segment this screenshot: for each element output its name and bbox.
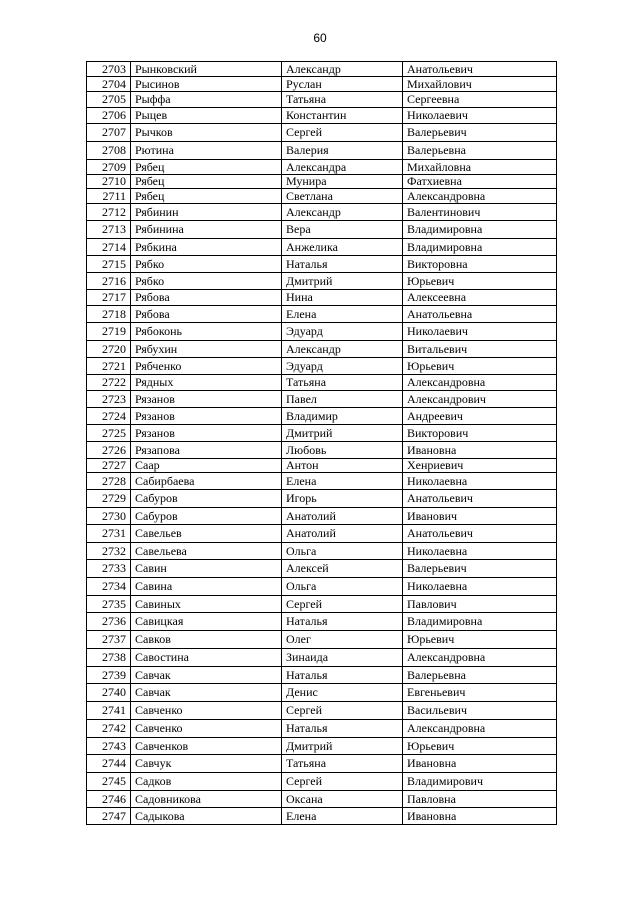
table-row [87,543,557,560]
patronymic-cell: Владимировна [403,239,557,256]
last-name-cell: Сабуров [131,508,282,525]
table-row [87,341,557,358]
patronymic-cell: Викторовна [403,256,557,273]
table-row [87,490,557,508]
row-number-cell: 2724 [87,408,131,425]
patronymic-cell: Валентинович [403,204,557,221]
first-name-cell: Ольга [282,578,403,596]
last-name-cell: Рябова [131,290,282,306]
table-row [87,92,557,108]
last-name-cell: Рябинина [131,221,282,239]
last-name-cell: Савчак [131,684,282,702]
patronymic-cell: Александровна [403,649,557,667]
patronymic-cell: Викторович [403,425,557,442]
first-name-cell: Денис [282,684,403,702]
first-name-cell: Анатолий [282,525,403,543]
row-number-cell: 2721 [87,358,131,375]
first-name-cell: Анжелика [282,239,403,256]
table-row [87,578,557,596]
patronymic-cell: Михайлович [403,77,557,92]
last-name-cell: Рютина [131,142,282,160]
table-row [87,684,557,702]
first-name-cell: Антон [282,459,403,473]
table-row [87,221,557,239]
last-name-cell: Рябец [131,160,282,175]
last-name-cell: Рыцев [131,108,282,124]
row-number-cell: 2703 [87,62,131,77]
patronymic-cell: Ивановна [403,755,557,773]
patronymic-cell: Ивановна [403,808,557,825]
table-row [87,108,557,124]
row-number-cell: 2705 [87,92,131,108]
first-name-cell: Руслан [282,77,403,92]
last-name-cell: Савиных [131,596,282,613]
table-row [87,473,557,490]
first-name-cell: Ольга [282,543,403,560]
first-name-cell: Валерия [282,142,403,160]
table-row [87,442,557,459]
last-name-cell: Рябоконь [131,323,282,341]
row-number-cell: 2707 [87,124,131,142]
table-row [87,649,557,667]
patronymic-cell: Евгеньевич [403,684,557,702]
patronymic-cell: Николаевна [403,578,557,596]
table-row [87,702,557,720]
patronymic-cell: Хенриевич [403,459,557,473]
patronymic-cell: Александровна [403,189,557,204]
patronymic-cell: Михайловна [403,160,557,175]
patronymic-cell: Алексеевна [403,290,557,306]
patronymic-cell: Валерьевна [403,142,557,160]
last-name-cell: Рязанов [131,408,282,425]
table-row [87,425,557,442]
row-number-cell: 2738 [87,649,131,667]
patronymic-cell: Витальевич [403,341,557,358]
table-row [87,738,557,755]
patronymic-cell: Владимировна [403,221,557,239]
first-name-cell: Владимир [282,408,403,425]
table-row [87,77,557,92]
first-name-cell: Павел [282,391,403,408]
row-number-cell: 2708 [87,142,131,160]
last-name-cell: Сабуров [131,490,282,508]
row-number-cell: 2729 [87,490,131,508]
patronymic-cell: Фатхиевна [403,175,557,189]
table-row [87,358,557,375]
last-name-cell: Савина [131,578,282,596]
first-name-cell: Эдуард [282,358,403,375]
first-name-cell: Анатолий [282,508,403,525]
row-number-cell: 2740 [87,684,131,702]
table-row [87,175,557,189]
table-row [87,323,557,341]
first-name-cell: Игорь [282,490,403,508]
patronymic-cell: Юрьевич [403,631,557,649]
first-name-cell: Вера [282,221,403,239]
patronymic-cell: Андреевич [403,408,557,425]
row-number-cell: 2744 [87,755,131,773]
first-name-cell: Мунира [282,175,403,189]
first-name-cell: Нина [282,290,403,306]
last-name-cell: Садовникова [131,791,282,808]
first-name-cell: Татьяна [282,92,403,108]
row-number-cell: 2714 [87,239,131,256]
first-name-cell: Наталья [282,720,403,738]
row-number-cell: 2704 [87,77,131,92]
first-name-cell: Любовь [282,442,403,459]
last-name-cell: Савостина [131,649,282,667]
table-row [87,508,557,525]
row-number-cell: 2742 [87,720,131,738]
table-row [87,667,557,684]
table-row [87,124,557,142]
last-name-cell: Рябченко [131,358,282,375]
patronymic-cell: Николаевич [403,323,557,341]
table-row [87,720,557,738]
patronymic-cell: Николаевна [403,473,557,490]
last-name-cell: Рязанов [131,391,282,408]
first-name-cell: Дмитрий [282,273,403,290]
last-name-cell: Савин [131,560,282,578]
first-name-cell: Татьяна [282,375,403,391]
table-row [87,560,557,578]
last-name-cell: Садков [131,773,282,791]
table-row [87,791,557,808]
first-name-cell: Татьяна [282,755,403,773]
row-number-cell: 2715 [87,256,131,273]
first-name-cell: Елена [282,808,403,825]
row-number-cell: 2706 [87,108,131,124]
row-number-cell: 2746 [87,791,131,808]
first-name-cell: Наталья [282,667,403,684]
first-name-cell: Эдуард [282,323,403,341]
row-number-cell: 2736 [87,613,131,631]
patronymic-cell: Павлович [403,596,557,613]
row-number-cell: 2734 [87,578,131,596]
patronymic-cell: Александровна [403,375,557,391]
row-number-cell: 2737 [87,631,131,649]
first-name-cell: Олег [282,631,403,649]
first-name-cell: Константин [282,108,403,124]
patronymic-cell: Васильевич [403,702,557,720]
first-name-cell: Сергей [282,702,403,720]
row-number-cell: 2735 [87,596,131,613]
last-name-cell: Савельева [131,543,282,560]
patronymic-cell: Павловна [403,791,557,808]
row-number-cell: 2710 [87,175,131,189]
last-name-cell: Рябко [131,256,282,273]
row-number-cell: 2723 [87,391,131,408]
row-number-cell: 2713 [87,221,131,239]
table-row [87,808,557,825]
first-name-cell: Оксана [282,791,403,808]
roster-table [86,61,557,825]
last-name-cell: Рябухин [131,341,282,358]
patronymic-cell: Иванович [403,508,557,525]
row-number-cell: 2709 [87,160,131,175]
table-row [87,391,557,408]
last-name-cell: Рязанов [131,425,282,442]
row-number-cell: 2730 [87,508,131,525]
table-row [87,256,557,273]
row-number-cell: 2725 [87,425,131,442]
last-name-cell: Рябец [131,175,282,189]
first-name-cell: Светлана [282,189,403,204]
first-name-cell: Сергей [282,773,403,791]
row-number-cell: 2711 [87,189,131,204]
table-row [87,189,557,204]
first-name-cell: Александра [282,160,403,175]
last-name-cell: Рябец [131,189,282,204]
first-name-cell: Дмитрий [282,738,403,755]
patronymic-cell: Юрьевич [403,738,557,755]
row-number-cell: 2728 [87,473,131,490]
patronymic-cell: Ивановна [403,442,557,459]
patronymic-cell: Валерьевна [403,667,557,684]
first-name-cell: Елена [282,473,403,490]
first-name-cell: Алексей [282,560,403,578]
table-row [87,160,557,175]
last-name-cell: Савченко [131,720,282,738]
last-name-cell: Рысинов [131,77,282,92]
patronymic-cell: Анатольевич [403,62,557,77]
table-row [87,375,557,391]
table-row [87,306,557,323]
table-row [87,631,557,649]
row-number-cell: 2719 [87,323,131,341]
last-name-cell: Савельев [131,525,282,543]
last-name-cell: Рядных [131,375,282,391]
row-number-cell: 2741 [87,702,131,720]
last-name-cell: Савицкая [131,613,282,631]
table-row [87,525,557,543]
table-row [87,239,557,256]
last-name-cell: Савков [131,631,282,649]
table-row [87,290,557,306]
row-number-cell: 2726 [87,442,131,459]
patronymic-cell: Владимировна [403,613,557,631]
last-name-cell: Савчук [131,755,282,773]
roster-table-body [87,62,557,825]
patronymic-cell: Валерьевич [403,124,557,142]
table-row [87,613,557,631]
patronymic-cell: Валерьевич [403,560,557,578]
row-number-cell: 2739 [87,667,131,684]
patronymic-cell: Анатольевич [403,525,557,543]
row-number-cell: 2722 [87,375,131,391]
last-name-cell: Рязапова [131,442,282,459]
patronymic-cell: Владимирович [403,773,557,791]
row-number-cell: 2747 [87,808,131,825]
last-name-cell: Рынковский [131,62,282,77]
patronymic-cell: Сергеевна [403,92,557,108]
first-name-cell: Зинаида [282,649,403,667]
patronymic-cell: Юрьевич [403,358,557,375]
table-row [87,204,557,221]
table-row [87,459,557,473]
last-name-cell: Сабирбаева [131,473,282,490]
last-name-cell: Рябова [131,306,282,323]
last-name-cell: Рыффа [131,92,282,108]
row-number-cell: 2718 [87,306,131,323]
patronymic-cell: Николаевна [403,543,557,560]
table-row [87,273,557,290]
last-name-cell: Рябинин [131,204,282,221]
first-name-cell: Сергей [282,124,403,142]
last-name-cell: Рычков [131,124,282,142]
table-row [87,408,557,425]
last-name-cell: Саар [131,459,282,473]
table-row [87,62,557,77]
patronymic-cell: Александрович [403,391,557,408]
table-row [87,142,557,160]
row-number-cell: 2732 [87,543,131,560]
row-number-cell: 2727 [87,459,131,473]
row-number-cell: 2743 [87,738,131,755]
first-name-cell: Александр [282,341,403,358]
row-number-cell: 2733 [87,560,131,578]
first-name-cell: Александр [282,62,403,77]
row-number-cell: 2716 [87,273,131,290]
last-name-cell: Рябкина [131,239,282,256]
last-name-cell: Савчак [131,667,282,684]
patronymic-cell: Анатольевич [403,490,557,508]
row-number-cell: 2712 [87,204,131,221]
row-number-cell: 2745 [87,773,131,791]
row-number-cell: 2717 [87,290,131,306]
table-row [87,596,557,613]
table-row [87,755,557,773]
page-number: 60 [313,31,327,45]
first-name-cell: Дмитрий [282,425,403,442]
first-name-cell: Елена [282,306,403,323]
row-number-cell: 2731 [87,525,131,543]
patronymic-cell: Юрьевич [403,273,557,290]
first-name-cell: Наталья [282,613,403,631]
last-name-cell: Савченков [131,738,282,755]
row-number-cell: 2720 [87,341,131,358]
patronymic-cell: Александровна [403,720,557,738]
first-name-cell: Александр [282,204,403,221]
patronymic-cell: Анатольевна [403,306,557,323]
first-name-cell: Наталья [282,256,403,273]
last-name-cell: Савченко [131,702,282,720]
patronymic-cell: Николаевич [403,108,557,124]
first-name-cell: Сергей [282,596,403,613]
last-name-cell: Садыкова [131,808,282,825]
table-row [87,773,557,791]
last-name-cell: Рябко [131,273,282,290]
